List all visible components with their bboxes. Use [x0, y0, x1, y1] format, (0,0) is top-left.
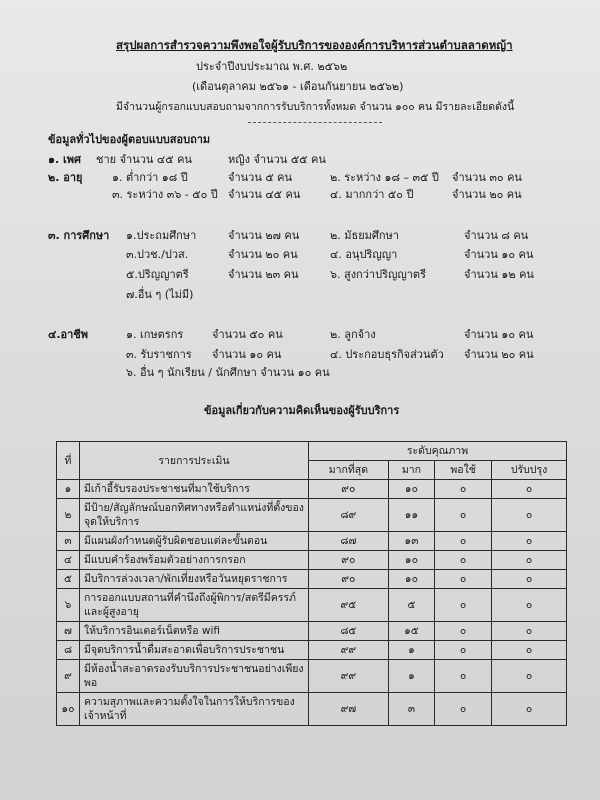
- row-value: ๑๓: [388, 532, 434, 551]
- row-value: ๐: [492, 641, 567, 660]
- row-value: ๑๐: [388, 480, 434, 499]
- education-1-count: จำนวน ๒๗ คน: [228, 229, 300, 242]
- education-3-count: จำนวน ๒๐ คน: [228, 248, 298, 261]
- occupation-2: ๒. ลูกจ้าง: [330, 328, 376, 341]
- table-header-row: [57, 442, 567, 461]
- occupation-3-count: จำนวน ๑๐ คน: [212, 348, 282, 361]
- row-no: ๒: [57, 499, 80, 532]
- row-no: ๓: [57, 532, 80, 551]
- education-4-count: จำนวน ๑๐ คน: [464, 248, 534, 261]
- occupation-1-count: จำนวน ๕๐ คน: [212, 328, 283, 341]
- row-value: ๓: [388, 693, 434, 726]
- sex-label: ๑. เพศ: [48, 153, 81, 166]
- row-value: ๐: [435, 622, 492, 641]
- row-value: ๙๐: [309, 551, 389, 570]
- table-row: [57, 622, 567, 641]
- opinion-heading: ข้อมูลเกี่ยวกับความคิดเห็นของผู้รับบริการ: [204, 404, 400, 417]
- respondents-summary: มีจำนวนผู้กรอกแบบสอบถามจากการรับบริการทั้งหมด จำนวน ๑๐๐ คน มีรายละเอียดดังนี้: [116, 101, 515, 113]
- table-row: [57, 570, 567, 589]
- table-row: [57, 551, 567, 570]
- sex-male: ชาย จำนวน ๔๕ คน: [96, 153, 192, 166]
- row-item: มีป้าย/สัญลักษณ์บอกทิศทางหรือตำแหน่งที่ตั้งของจุดให้บริการ: [80, 499, 309, 532]
- level-header-3: พอใช้: [435, 461, 492, 480]
- row-item: มีบริการล่วงเวลา/พักเที่ยงหรือวันหยุดราชการ: [80, 570, 309, 589]
- age-3: ๓. ระหว่าง ๓๖ - ๕๐ ปี: [112, 188, 218, 201]
- row-item: มีแบบคำร้องพร้อมตัวอย่างการกรอก: [80, 551, 309, 570]
- row-value: ๐: [435, 570, 492, 589]
- row-no: ๕: [57, 570, 80, 589]
- row-value: ๐: [435, 499, 492, 532]
- row-no: ๑๐: [57, 693, 80, 726]
- row-item: มีจุดบริการน้ำดื่มสะอาดเพื่อบริการประชาชน: [80, 641, 309, 660]
- level-header-1: มากที่สุด: [309, 461, 389, 480]
- occupation-4: ๔. ประกอบธุรกิจส่วนตัว: [330, 348, 444, 361]
- row-value: ๐: [492, 480, 567, 499]
- document-title: สรุปผลการสำรวจความพึงพอใจผู้รับบริการขององค์การบริหารส่วนตำบลลาดหญ้า: [116, 38, 513, 52]
- row-value: ๕: [388, 589, 434, 622]
- row-value: ๐: [435, 532, 492, 551]
- col-level-header: ระดับคุณภาพ: [309, 442, 567, 461]
- education-3: ๓.ปวช./ปวส.: [126, 248, 189, 261]
- row-value: ๘๗: [309, 532, 389, 551]
- table-row: [57, 589, 567, 622]
- row-value: ๐: [492, 660, 567, 693]
- row-value: ๐: [435, 641, 492, 660]
- row-value: ๙๙: [309, 641, 389, 660]
- row-value: ๙๙: [309, 660, 389, 693]
- education-label: ๓. การศึกษา: [48, 229, 110, 242]
- col-item-header: รายการประเมิน: [80, 442, 309, 480]
- education-6: ๖. สูงกว่าปริญญาตรี: [330, 268, 426, 281]
- col-no-header: ที่: [57, 442, 80, 480]
- row-value: ๐: [435, 551, 492, 570]
- education-5-count: จำนวน ๒๓ คน: [228, 268, 299, 281]
- row-value: ๙๐: [309, 570, 389, 589]
- separator-line: [248, 122, 382, 123]
- row-value: ๙๗: [309, 693, 389, 726]
- education-5: ๕.ปริญญาตรี: [126, 268, 189, 281]
- row-no: ๔: [57, 551, 80, 570]
- occupation-2-count: จำนวน ๑๐ คน: [464, 328, 534, 341]
- education-2: ๒. มัธยมศึกษา: [330, 229, 399, 242]
- period: (เดือนตุลาคม ๒๕๖๑ - เดือนกันยายน ๒๕๖๒): [192, 80, 404, 93]
- table-row: [57, 693, 567, 726]
- row-value: ๘๙: [309, 499, 389, 532]
- occupation-1: ๑. เกษตรกร: [126, 328, 184, 341]
- sex-female: หญิง จำนวน ๕๕ คน: [228, 153, 326, 166]
- row-value: ๑: [388, 641, 434, 660]
- evaluation-table: [56, 441, 567, 726]
- row-value: ๐: [435, 660, 492, 693]
- row-item: การออกแบบสถานที่คำนึงถึงผู้พิการ/สตรีมีครรภ์และผู้สูงอายุ: [80, 589, 309, 622]
- row-item: มีแผนผังกำหนดผู้รับผิดชอบแต่ละขั้นตอน: [80, 532, 309, 551]
- table-row: [57, 499, 567, 532]
- row-value: ๑๐: [388, 570, 434, 589]
- row-value: ๑: [388, 660, 434, 693]
- general-heading: ข้อมูลทั่วไปของผู้ตอบแบบสอบถาม: [48, 133, 211, 146]
- occupation-3: ๓. รับราชการ: [126, 348, 192, 361]
- row-value: ๘๕: [309, 622, 389, 641]
- row-value: ๐: [435, 693, 492, 726]
- row-no: ๗: [57, 622, 80, 641]
- row-value: ๐: [492, 570, 567, 589]
- occupation-4-count: จำนวน ๒๐ คน: [464, 348, 534, 361]
- row-value: ๐: [492, 622, 567, 641]
- table-row: [57, 641, 567, 660]
- row-value: ๐: [492, 532, 567, 551]
- age-1: ๑. ต่ำกว่า ๑๘ ปี: [112, 171, 188, 184]
- row-value: ๐: [492, 693, 567, 726]
- row-item: ให้บริการอินเตอร์เน็ตหรือ wifi: [80, 622, 309, 641]
- occupation-label: ๔.อาชีพ: [48, 328, 89, 341]
- fiscal-year: ประจำปีงบประมาณ พ.ศ. ๒๕๖๒: [196, 60, 348, 73]
- table-row: [57, 660, 567, 693]
- row-value: ๑๐: [388, 551, 434, 570]
- row-item: ความสุภาพและความตั้งใจในการให้บริการของเจ้าหน้าที่: [80, 693, 309, 726]
- row-no: ๙: [57, 660, 80, 693]
- row-value: ๐: [492, 551, 567, 570]
- row-item: มีเก้าอี้รับรองประชาชนที่มาใช้บริการ: [80, 480, 309, 499]
- education-4: ๔. อนุปริญญา: [330, 248, 398, 261]
- occupation-6: ๖. อื่น ๆ นักเรียน / นักศึกษา จำนวน ๑๐ คน: [126, 366, 330, 379]
- table-row: [57, 480, 567, 499]
- row-value: ๐: [435, 480, 492, 499]
- row-value: ๐: [492, 589, 567, 622]
- education-6-count: จำนวน ๑๒ คน: [464, 268, 534, 281]
- level-header-4: ปรับปรุง: [492, 461, 567, 480]
- row-no: ๑: [57, 480, 80, 499]
- row-item: มีห้องน้ำสะอาดรองรับบริการประชาชนอย่างเพียงพอ: [80, 660, 309, 693]
- row-no: ๘: [57, 641, 80, 660]
- row-value: ๙๕: [309, 589, 389, 622]
- row-value: ๐: [435, 589, 492, 622]
- age-4-count: จำนวน ๒๐ คน: [452, 188, 522, 201]
- level-header-2: มาก: [388, 461, 434, 480]
- table-row: [57, 532, 567, 551]
- education-7: ๗.อื่น ๆ (ไม่มี): [126, 288, 194, 301]
- row-value: ๐: [492, 499, 567, 532]
- education-1: ๑.ประถมศึกษา: [126, 229, 197, 242]
- age-2-count: จำนวน ๓๐ คน: [452, 171, 522, 184]
- age-4: ๔. มากกว่า ๕๐ ปี: [330, 188, 414, 201]
- row-value: ๑๕: [388, 622, 434, 641]
- row-value: ๑๑: [388, 499, 434, 532]
- row-value: ๙๐: [309, 480, 389, 499]
- age-1-count: จำนวน ๕ คน: [228, 171, 293, 184]
- education-2-count: จำนวน ๘ คน: [464, 229, 529, 242]
- age-label: ๒. อายุ: [48, 171, 83, 184]
- row-no: ๖: [57, 589, 80, 622]
- age-2: ๒. ระหว่าง ๑๘ – ๓๕ ปี: [330, 171, 439, 184]
- age-3-count: จำนวน ๔๕ คน: [228, 188, 301, 201]
